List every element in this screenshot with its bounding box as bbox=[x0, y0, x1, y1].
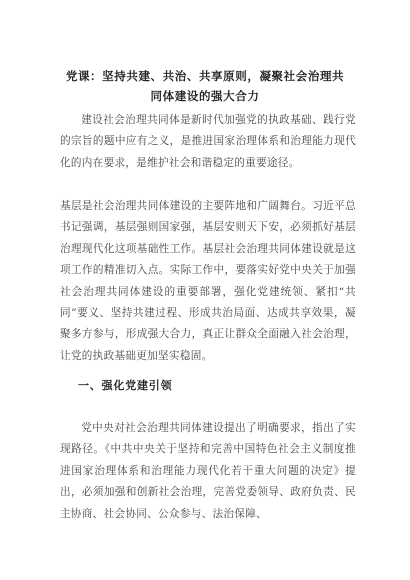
section-heading: 一、强化党建引领 bbox=[78, 379, 173, 392]
paragraph-intro: 建设社会治理共同体是新时代加强党的执政基础、践行党的宗旨的题中应有之义，是推进国家治理体系和治理能力现代化的内在要求，是维护社会和谐稳定的重要途径。 bbox=[60, 114, 356, 169]
paragraph-central-requirements: 党中央对社会治理共同体建设提出了明确要求，指出了实现路径。《中共中央关于坚持和完善中国特色社会主义制度推进国家治理体系和治理能力现代化若干重大问题的决定》提出，必须加强和创新社会治理，完善党委领导、政府负责、民主协商、社会协同、公众参与、法治保障、 bbox=[60, 422, 356, 520]
paragraph-grassroots: 基层是社会治理共同体建设的主要阵地和广阔舞台。习近平总书记强调，基层强则国家强，基层安则天下安，必须抓好基层治理现代化这项基础性工作。基层社会治理共同体建设就是这项工作的精准切入点。实际工作中，要落实好党中央关于加强社会治理共同体建设的重要部署，强化党建统领、紧扣“共同”要义、坚持共建过程、形成共治局面、达成共享效果，凝聚多方参与，形成强大合力，真正让群众全面融入社会治理，让党的执政基础更加坚实稳固。 bbox=[60, 200, 356, 362]
document-title: 党课：坚持共建、共治、共享原则，凝聚社会治理共同体建设的强大合力 bbox=[65, 69, 345, 103]
